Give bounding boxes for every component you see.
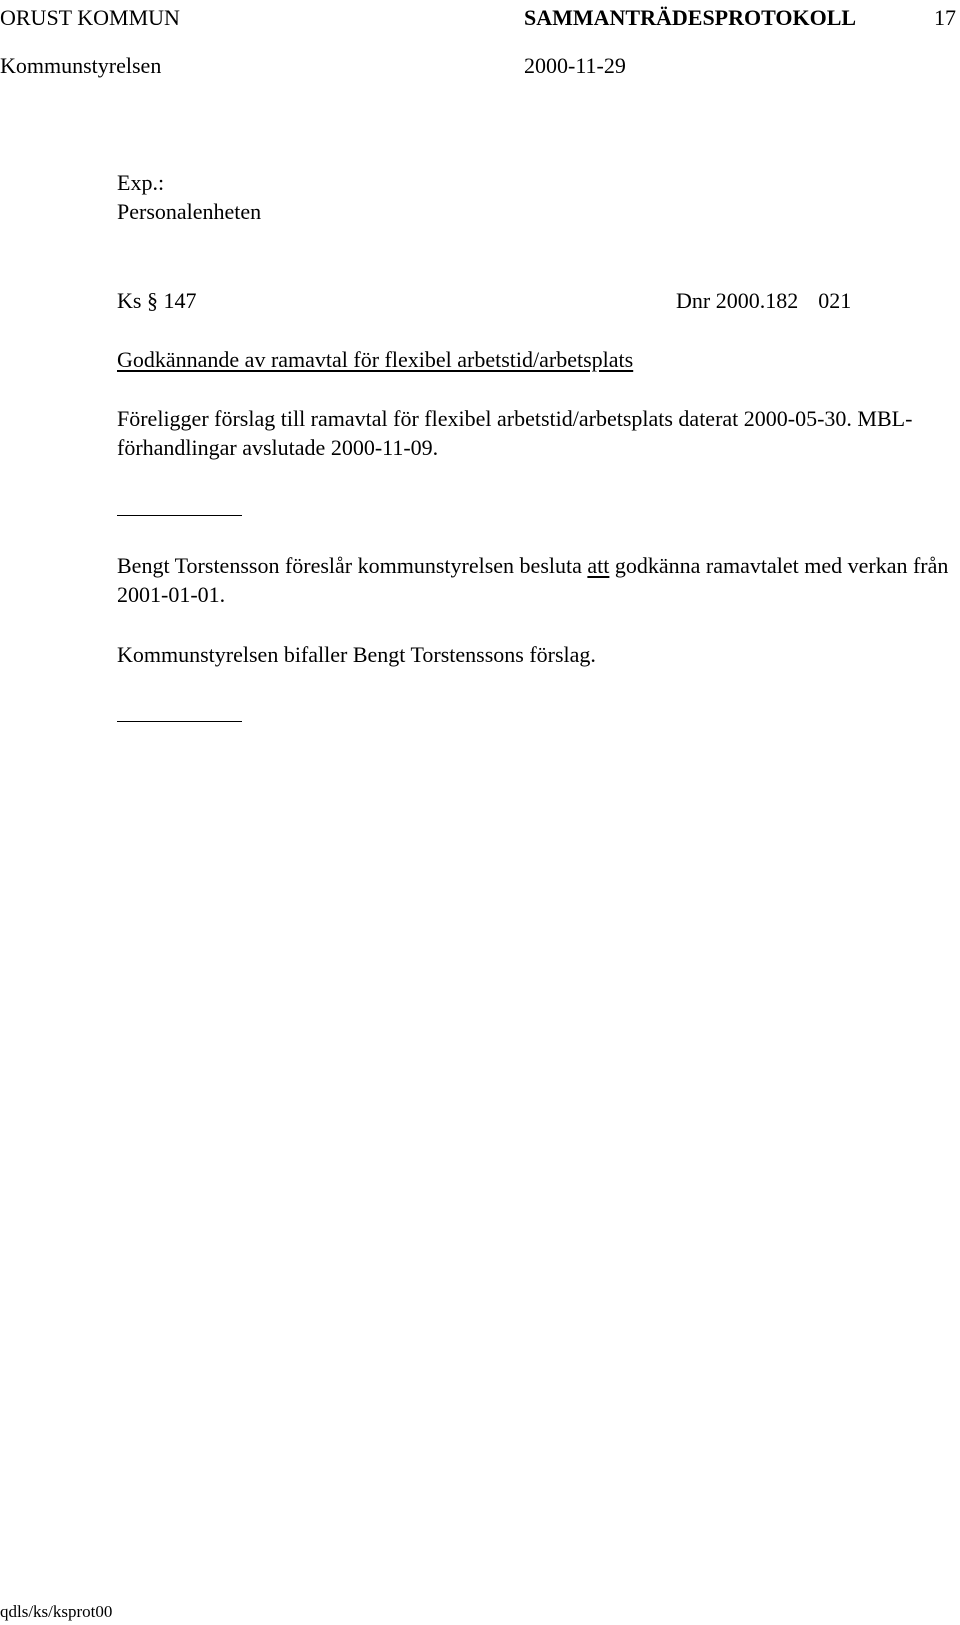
footer-path: qdls/ks/ksprot00 bbox=[0, 1602, 113, 1621]
separator-line bbox=[117, 721, 242, 722]
diary-number-value: Dnr 2000.182 bbox=[676, 288, 799, 313]
expedition-recipient: Personalenheten bbox=[117, 199, 262, 224]
document-type: SAMMANTRÄDESPROTOKOLL bbox=[524, 5, 857, 30]
diary-number bbox=[676, 286, 851, 315]
organization-name: ORUST KOMMUN bbox=[0, 5, 180, 30]
background-paragraph: Föreligger förslag till ramavtal för flexibel arbetstid/arbetsplats daterat 2000-05-30. MBL-förhandlingar avslutade 2000-11-09. bbox=[117, 406, 913, 460]
expedition-label: Exp.: bbox=[117, 170, 165, 195]
diary-code: 021 bbox=[818, 288, 852, 313]
proposal-text-end: godkänna ramavtalet med verkan från 2001-01-01. bbox=[117, 553, 949, 607]
page-number: 17 bbox=[934, 5, 956, 30]
meeting-date: 2000-11-29 bbox=[524, 53, 626, 78]
proposal-att: att bbox=[587, 553, 610, 578]
item-title: Godkännande av ramavtal för flexibel arbetstid/arbetsplats bbox=[117, 347, 634, 372]
decision-paragraph: Kommunstyrelsen bifaller Bengt Torstenssons förslag. bbox=[117, 642, 596, 667]
proposal-text-start: Bengt Torstensson föreslår kommunstyrelsen besluta bbox=[117, 553, 588, 578]
section-number: Ks § 147 bbox=[117, 288, 197, 313]
proposal-paragraph bbox=[117, 551, 957, 609]
committee-name: Kommunstyrelsen bbox=[0, 53, 162, 78]
separator-line bbox=[117, 515, 242, 516]
